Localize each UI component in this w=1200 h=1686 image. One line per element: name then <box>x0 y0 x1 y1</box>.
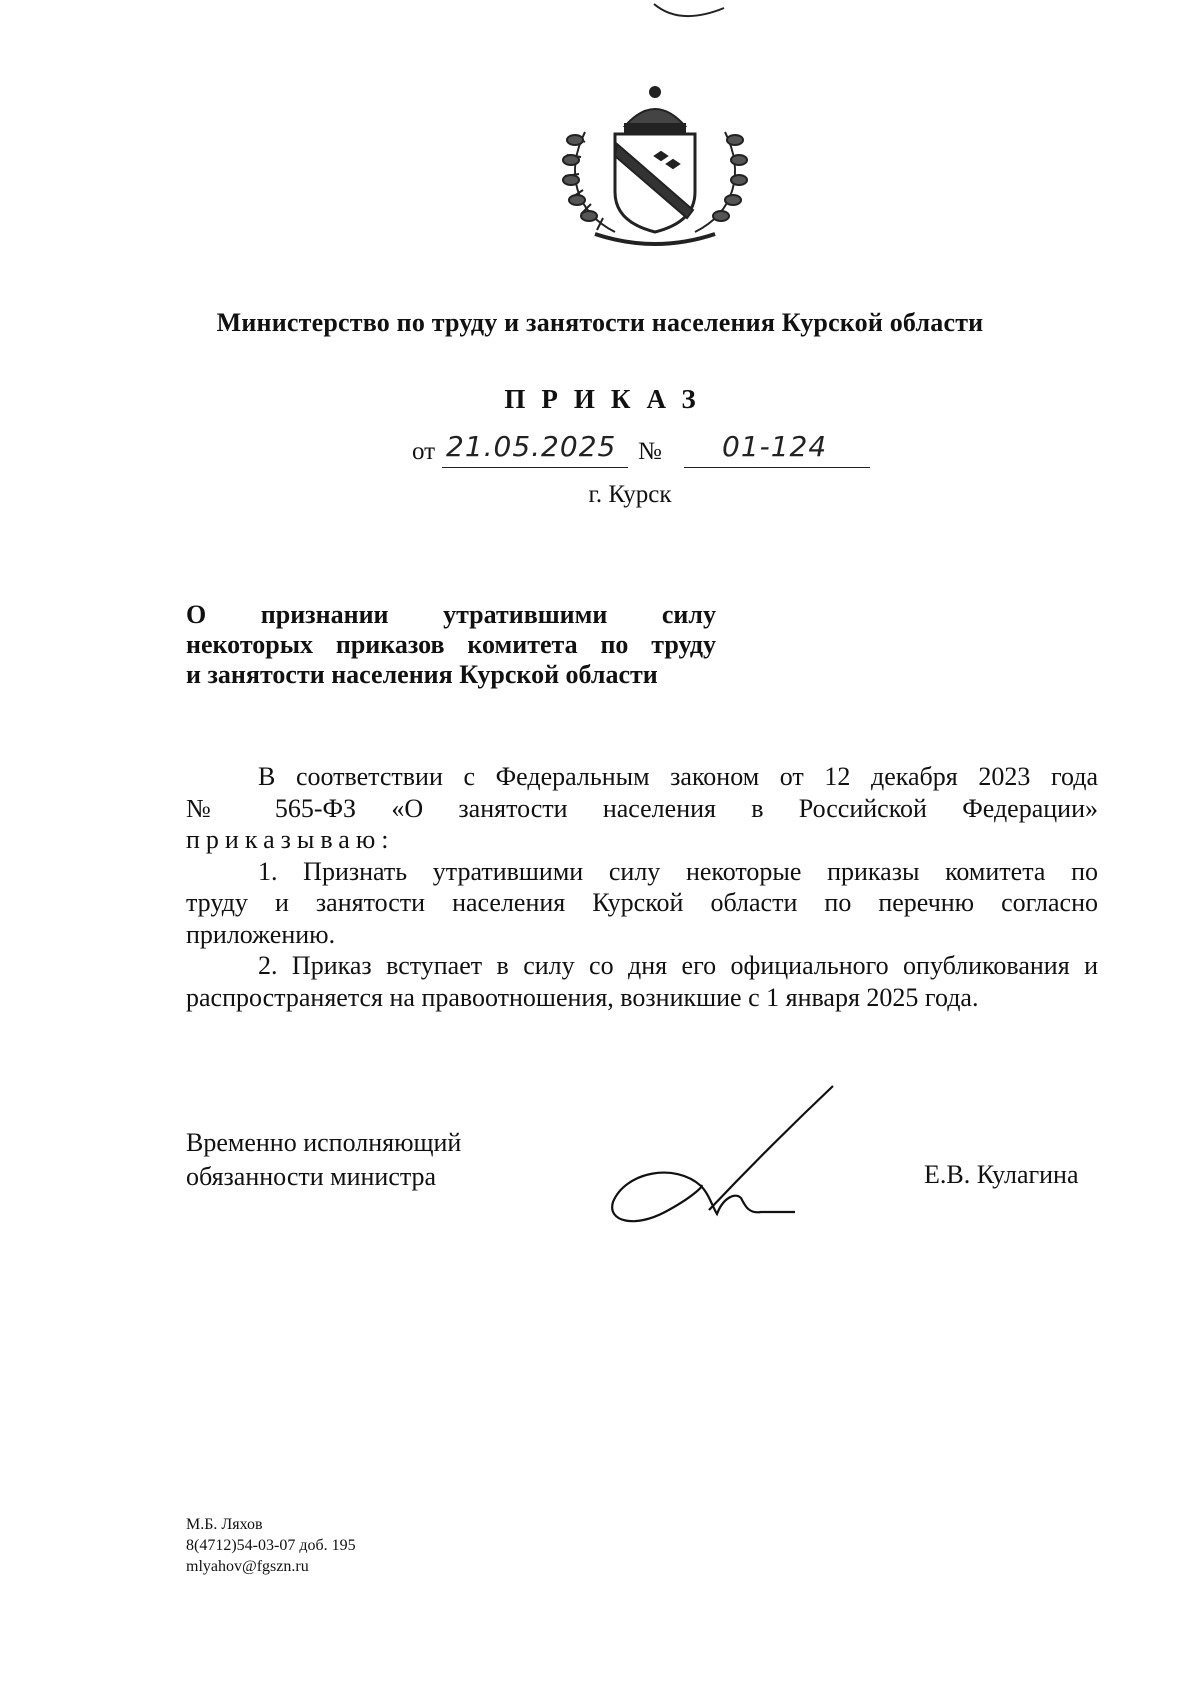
handwritten-number: 01-124 <box>722 430 828 463</box>
order-subject <box>186 600 716 690</box>
document-type-title: ПРИКАЗ <box>504 384 712 414</box>
preamble-line-3: приказываю: <box>186 825 395 854</box>
item-2-line-2: распространяется на правоотношения, возникшие с 1 января 2025 года. <box>186 982 979 1012</box>
date-prefix: от <box>412 438 436 465</box>
item-2-line-1: 2. Приказ вступает в силу со дня его официального опубликования и <box>258 951 1098 980</box>
preamble-line-2: № 565-ФЗ «О занятости населения в Российской Федерации» <box>186 793 1098 823</box>
number-underline <box>684 467 870 468</box>
date-underline <box>442 467 628 468</box>
subject-line-1: О признании утратившими силу <box>186 600 716 629</box>
subject-line-3: и занятости населения Курской области <box>186 660 658 689</box>
executor-email: mlyahov@fgszn.ru <box>186 1558 309 1575</box>
ministry-name: Министерство по труду и занятости населения Курской области <box>216 308 984 337</box>
date-number-line <box>412 430 882 474</box>
preamble-line-1: В соответствии с Федеральным законом от 12 декабря 2023 года <box>258 762 1098 791</box>
city: г. Курск <box>588 481 672 508</box>
signatory-title <box>186 1126 461 1194</box>
number-prefix: № <box>638 438 662 465</box>
coat-of-arms-emblem <box>555 82 755 257</box>
signatory-title-line-2: обязанности министра <box>186 1162 437 1191</box>
item-1-line-3: приложению. <box>186 919 336 949</box>
handwritten-signature <box>605 1082 845 1232</box>
order-body <box>186 761 1098 1013</box>
page-corner-mark <box>650 0 730 26</box>
executor-contact <box>186 1514 356 1577</box>
handwritten-date: 21.05.2025 <box>446 430 617 463</box>
subject-line-2: некоторых приказов комитета по труду <box>186 630 716 659</box>
signatory-title-line-1: Временно исполняющий <box>186 1128 462 1157</box>
executor-phone: 8(4712)54-03-07 доб. 195 <box>186 1537 356 1554</box>
signatory-name: Е.В. Кулагина <box>924 1160 1079 1189</box>
executor-name: М.Б. Ляхов <box>186 1516 263 1533</box>
item-1-line-1: 1. Признать утратившими силу некоторые приказы комитета по <box>258 856 1098 886</box>
item-1-line-2: труду и занятости населения Курской области по перечню согласно <box>186 888 1098 917</box>
